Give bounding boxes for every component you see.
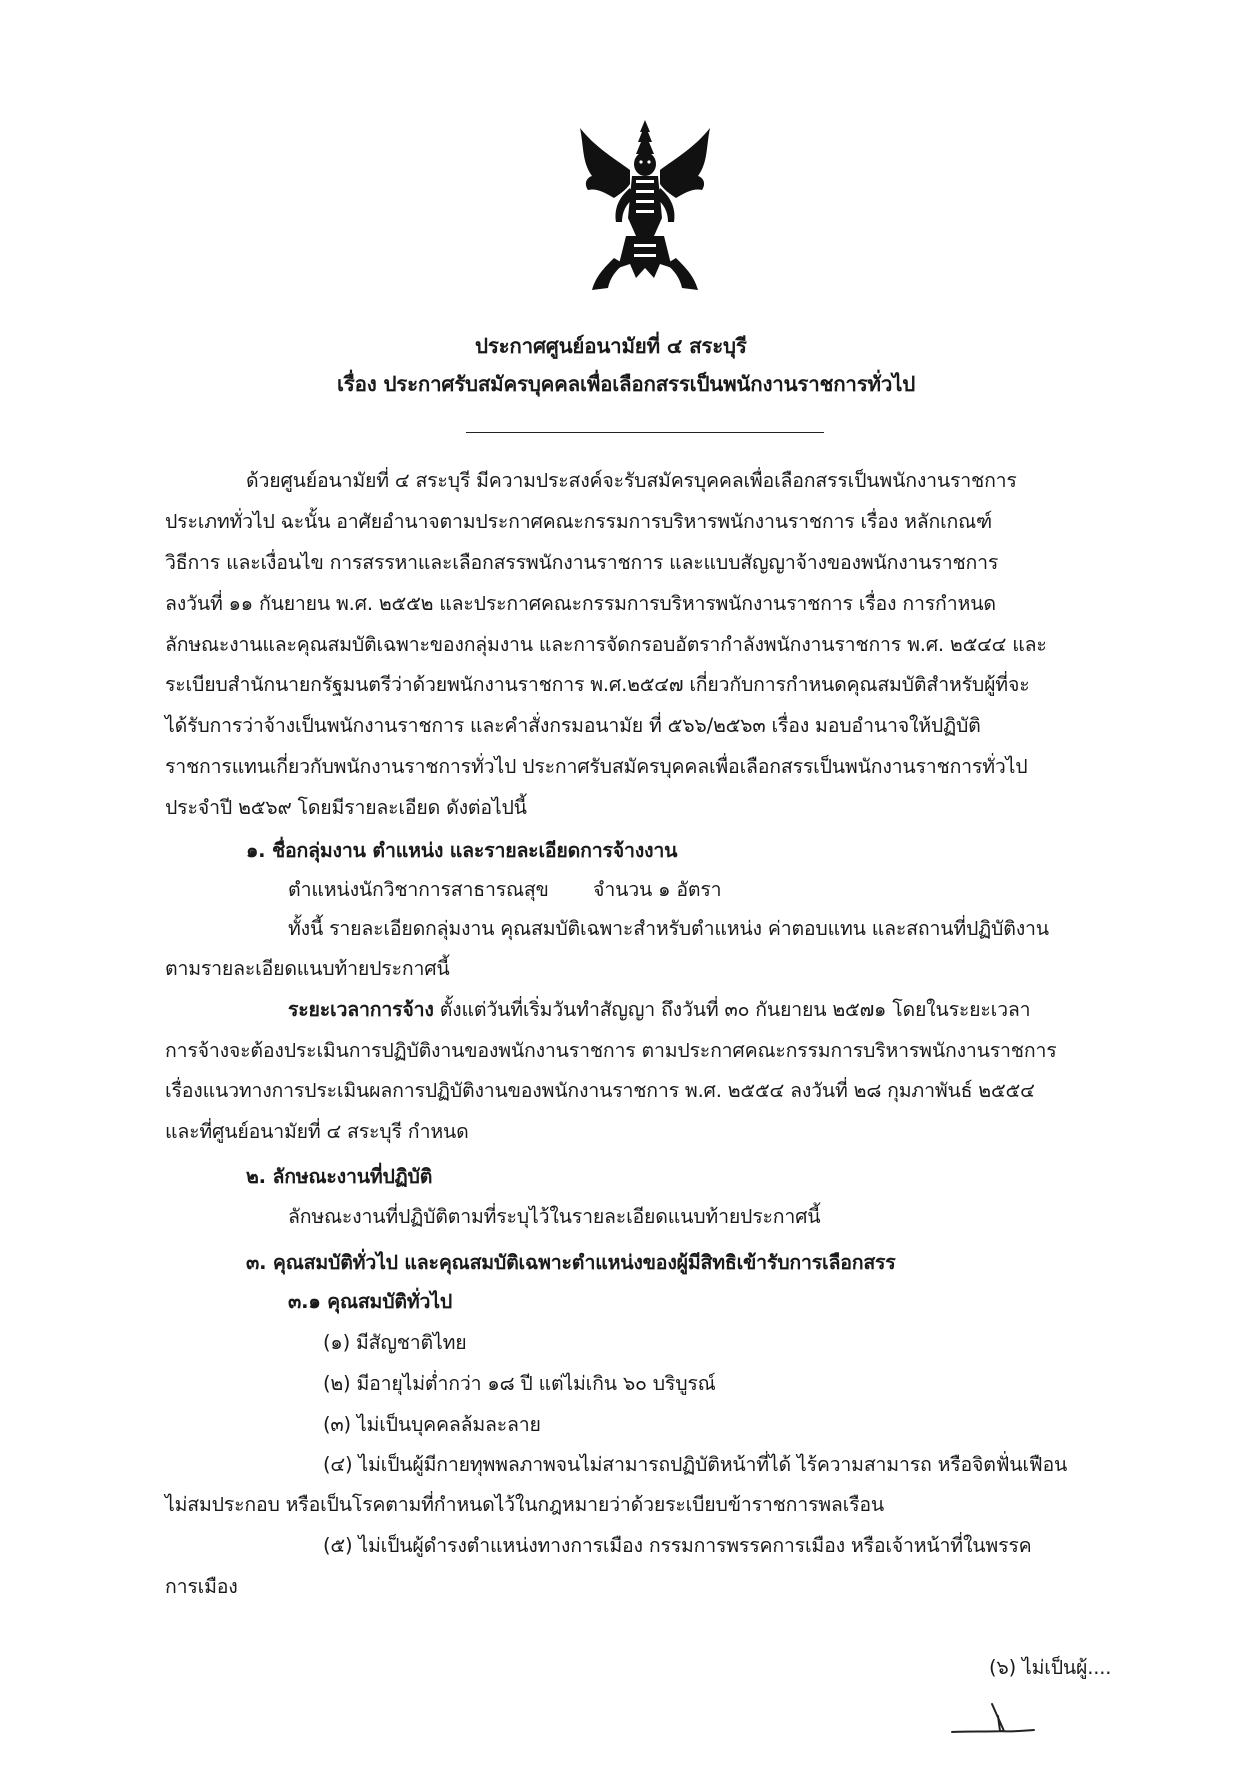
qualification-item: (๔) ไม่เป็นผู้มีกายทุพพลภาพจนไม่สามารถปฏิบัติหน้าที่ได้ ไร้ความสามารถ หรือจิตฟั่นเฟือน bbox=[323, 1453, 1068, 1476]
position-name: ตำแหน่งนักวิชาการสาธารณสุข bbox=[288, 878, 549, 901]
section-1-heading: ๑. ชื่อกลุ่มงาน ตำแหน่ง และรายละเอียดการจ้างงาน bbox=[246, 839, 678, 862]
signature-initials bbox=[948, 1700, 1038, 1740]
intro-line: ลงวันที่ ๑๑ กันยายน พ.ศ. ๒๕๕๒ และประกาศคณะกรรมการบริหารพนักงานราชการ เรื่อง การกำหนด bbox=[165, 592, 996, 615]
intro-line: ระเบียบสำนักนายกรัฐมนตรีว่าด้วยพนักงานราชการ พ.ศ.๒๕๔๗ เกี่ยวกับการกำหนดคุณสมบัติสำหรับผู้ที่จะ bbox=[165, 673, 1030, 696]
page-continuation: (๖) ไม่เป็นผู้.... bbox=[989, 1656, 1112, 1679]
garuda-emblem bbox=[574, 118, 716, 296]
section-3-heading: ๓. คุณสมบัติทั่วไป และคุณสมบัติเฉพาะตำแหน่งของผู้มีสิทธิเข้ารับการเลือกสรร bbox=[246, 1251, 896, 1274]
employment-period-label: ระยะเวลาการจ้าง bbox=[288, 998, 434, 1021]
section-2-heading: ๒. ลักษณะงานที่ปฏิบัติ bbox=[246, 1165, 433, 1188]
section-1-detail: ตามรายละเอียดแนบท้ายประกาศนี้ bbox=[165, 957, 450, 980]
qualification-item: (๓) ไม่เป็นบุคคลล้มละลาย bbox=[323, 1413, 541, 1436]
employment-period-line: การจ้างจะต้องประเมินการปฏิบัติงานของพนักงานราชการ ตามประกาศคณะกรรมการบริหารพนักงานราชการ bbox=[165, 1039, 1057, 1062]
intro-line: ประเภททั่วไป ฉะนั้น อาศัยอำนาจตามประกาศคณะกรรมการบริหารพนักงานราชการ เรื่อง หลักเกณฑ์ bbox=[165, 510, 993, 533]
employment-period-text: ตั้งแต่วันที่เริ่มวันทำสัญญา ถึงวันที่ ๓๐ กันยายน ๒๕๗๑ โดยในระยะเวลา bbox=[439, 998, 1031, 1021]
intro-line: ด้วยศูนย์อนามัยที่ ๔ สระบุรี มีความประสงค์จะรับสมัครบุคคลเพื่อเลือกสรรเป็นพนักงานราชการ bbox=[246, 469, 1017, 492]
section-1-detail: ทั้งนี้ รายละเอียดกลุ่มงาน คุณสมบัติเฉพาะสำหรับตำแหน่ง ค่าตอบแทน และสถานที่ปฏิบัติงาน bbox=[288, 917, 1049, 940]
intro-line: ประจำปี ๒๕๖๙ โดยมีรายละเอียด ดังต่อไปนี้ bbox=[165, 796, 527, 819]
section-3-1-heading: ๓.๑ คุณสมบัติทั่วไป bbox=[288, 1290, 453, 1313]
qualification-item-cont: ไม่สมประกอบ หรือเป็นโรคตามที่กำหนดไว้ในกฎหมายว่าด้วยระเบียบข้าราชการพลเรือน bbox=[165, 1493, 885, 1516]
title-divider bbox=[466, 432, 824, 433]
intro-line: วิธีการ และเงื่อนไข การสรรหาและเลือกสรรพนักงานราชการ และแบบสัญญาจ้างของพนักงานราชการ bbox=[165, 551, 999, 574]
intro-line: ราชการแทนเกี่ยวกับพนักงานราชการทั่วไป ประกาศรับสมัครบุคคลเพื่อเลือกสรรเป็นพนักงานราชการทั่วไป bbox=[165, 755, 1028, 778]
employment-period-line: และที่ศูนย์อนามัยที่ ๔ สระบุรี กำหนด bbox=[165, 1120, 469, 1143]
announcement-title: ประกาศศูนย์อนามัยที่ ๔ สระบุรี bbox=[475, 334, 747, 358]
qualification-item-cont: การเมือง bbox=[165, 1575, 238, 1598]
announcement-subject: เรื่อง ประกาศรับสมัครบุคคลเพื่อเลือกสรรเป็นพนักงานราชการทั่วไป bbox=[337, 372, 916, 396]
qualification-item: (๕) ไม่เป็นผู้ดำรงตำแหน่งทางการเมือง กรรมการพรรคการเมือง หรือเจ้าหน้าที่ในพรรค bbox=[323, 1534, 1032, 1557]
intro-line: ได้รับการว่าจ้างเป็นพนักงานราชการ และคำสั่งกรมอนามัย ที่ ๕๖๖/๒๕๖๓ เรื่อง มอบอำนาจให้ปฏิบัติ bbox=[165, 714, 981, 737]
employment-period bbox=[288, 996, 1030, 1024]
qualification-item: (๒) มีอายุไม่ต่ำกว่า ๑๘ ปี แต่ไม่เกิน ๖๐ บริบูรณ์ bbox=[323, 1372, 716, 1395]
position-quota: จำนวน ๑ อัตรา bbox=[593, 878, 722, 901]
qualification-item: (๑) มีสัญชาติไทย bbox=[323, 1331, 467, 1354]
section-2-body: ลักษณะงานที่ปฏิบัติตามที่ระบุไว้ในรายละเอียดแนบท้ายประกาศนี้ bbox=[288, 1205, 821, 1228]
employment-period-line: เรื่องแนวทางการประเมินผลการปฏิบัติงานของพนักงานราชการ พ.ศ. ๒๕๕๔ ลงวันที่ ๒๘ กุมภาพันธ์ ๒๕๕๔ bbox=[165, 1079, 1035, 1102]
intro-line: ลักษณะงานและคุณสมบัติเฉพาะของกลุ่มงาน และการจัดกรอบอัตรากำลังพนักงานราชการ พ.ศ. ๒๕๔๔ และ bbox=[165, 633, 1047, 656]
